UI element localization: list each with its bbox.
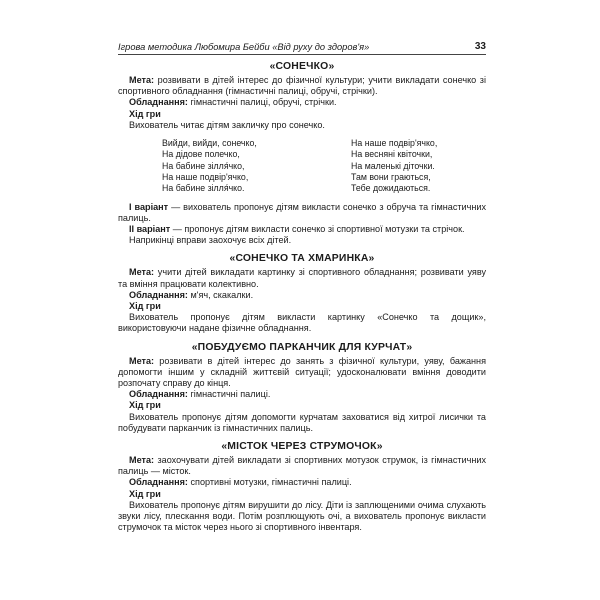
section-sonechko-ta-khmarynka: [118, 253, 486, 334]
equipment-paragraph: [118, 97, 486, 108]
goal-text: розвивати в дітей інтерес до занять з фізичної культури, уяву, бажання допомогти іншим у складній життєвій ситуації; удосконалювати вміння доводити розпочату справу до кінця.: [118, 355, 486, 388]
goal-label: Мета:: [129, 75, 155, 85]
equipment-label: Обладнання:: [129, 477, 188, 488]
equipment-label: Обладнання:: [129, 389, 188, 400]
goal-text: розвивати в дітей інтерес до фізичної культури; учити викладати сонечко зі спортивного обладнання (гімнастичні палиці, обручі, стрічки).: [118, 75, 486, 97]
variant-1-paragraph: [118, 202, 486, 224]
poem-line: На бабине зілля́чко,: [162, 160, 245, 171]
equipment-paragraph: [118, 290, 486, 301]
variant-2-label: ІІ варіант: [129, 223, 171, 234]
variant-2-paragraph: [118, 224, 486, 235]
goal-label: Мета:: [129, 267, 155, 278]
goal-paragraph: [118, 267, 486, 289]
page-number: 33: [474, 41, 486, 52]
poem-line: На бабине зілля́чко.: [162, 183, 245, 194]
equipment-label: Обладнання:: [129, 97, 188, 108]
poem-line: Там вони граються,: [351, 171, 431, 182]
section-title: «СОНЕЧКО ТА ХМАРИНКА»: [229, 253, 375, 265]
course-text: Вихователь пропонує дітям вирушити до лісу. Діти із заплющеними очима слухають звуки лісу, плескання води. Потім розплющують очі, а вихователь пропонує викласти струмочок та місток через нього зі спортивного інвентаря.: [118, 499, 486, 533]
section-title: «МІСТОК ЧЕРЕЗ СТРУМОЧОК»: [221, 440, 383, 452]
equipment-text: гімнастичні палиці.: [187, 389, 271, 400]
poem-line: На наше подвір'ячко,: [162, 171, 249, 182]
equipment-paragraph: [118, 477, 486, 488]
book-page: [118, 38, 486, 533]
goal-paragraph: [118, 455, 486, 477]
poem-line: На наше подвір'ячко,: [351, 138, 438, 149]
variant-1-text: — вихователь пропонує дітям викласти сонечко з обруча та гімнастичних палиць.: [118, 201, 486, 223]
section-parkanchyk: [118, 342, 486, 434]
goal-paragraph: [118, 75, 486, 97]
equipment-paragraph: [118, 389, 486, 400]
course-text: Вихователь пропонує дітям викласти картинку «Сонечко та дощик», використовуючи надане фізичне обладнання.: [118, 312, 486, 334]
game-course-heading: Хід гри: [129, 400, 161, 411]
variant-2-text: — пропонує дітям викласти сонечко зі спортивної мотузки та стрічок.: [170, 223, 465, 234]
poem-line: На весняні квіточки,: [351, 149, 433, 160]
goal-text: заохочувати дітей викладати зі спортивних мотузок струмок, із гімнастичних палиць — місток.: [118, 454, 486, 477]
course-text: Вихователь читає дітям закличку про сонечко.: [129, 119, 325, 130]
section-sonechko: [118, 61, 486, 246]
goal-paragraph: [118, 356, 486, 390]
goal-label: Мета:: [129, 454, 155, 465]
goal-label: Мета:: [129, 355, 155, 366]
poem: [162, 138, 486, 194]
goal-text: учити дітей викладати картинку зі спортивного обладнання; розвивати уяву та вміння працювати колективно.: [118, 267, 486, 289]
closing-text: Наприкінці вправи заохочує всіх дітей.: [129, 235, 292, 246]
poem-line: На дідове полечко,: [162, 149, 240, 160]
game-course-heading: Хід гри: [129, 300, 161, 311]
poem-line: Вийди, вийди, сонечко,: [162, 138, 257, 149]
course-text: Вихователь пропонує дітям допомогти курчатам заховатися від хитрої лисички та побудувати парканчик із гімнастичних палиць.: [118, 411, 486, 433]
poem-column-right: [351, 138, 486, 194]
equipment-text: спортивні мотузки, гімнастичні палиці.: [187, 477, 352, 488]
section-title: «ПОБУДУЄМО ПАРКАНЧИК ДЛЯ КУРЧАТ»: [191, 341, 413, 353]
section-title: «СОНЕЧКО»: [269, 61, 335, 72]
section-mistok: [118, 441, 486, 533]
equipment-text: гімнастичні палиці, обручі, стрічки.: [187, 97, 337, 108]
running-head-title: Ігрова методика Любомира Бейби «Від руху до здоров'я»: [118, 42, 370, 52]
running-head: [118, 38, 486, 55]
game-course-heading: Хід гри: [129, 108, 161, 119]
variant-1-label: І варіант: [129, 201, 169, 212]
poem-line: Тебе дожидаються.: [351, 183, 431, 194]
poem-column-left: [162, 138, 297, 194]
equipment-text: м'яч, скакалки.: [187, 289, 254, 300]
game-course-heading: Хід гри: [129, 488, 161, 499]
equipment-label: Обладнання:: [129, 289, 188, 300]
poem-line: На маленькі діточки.: [351, 160, 435, 171]
